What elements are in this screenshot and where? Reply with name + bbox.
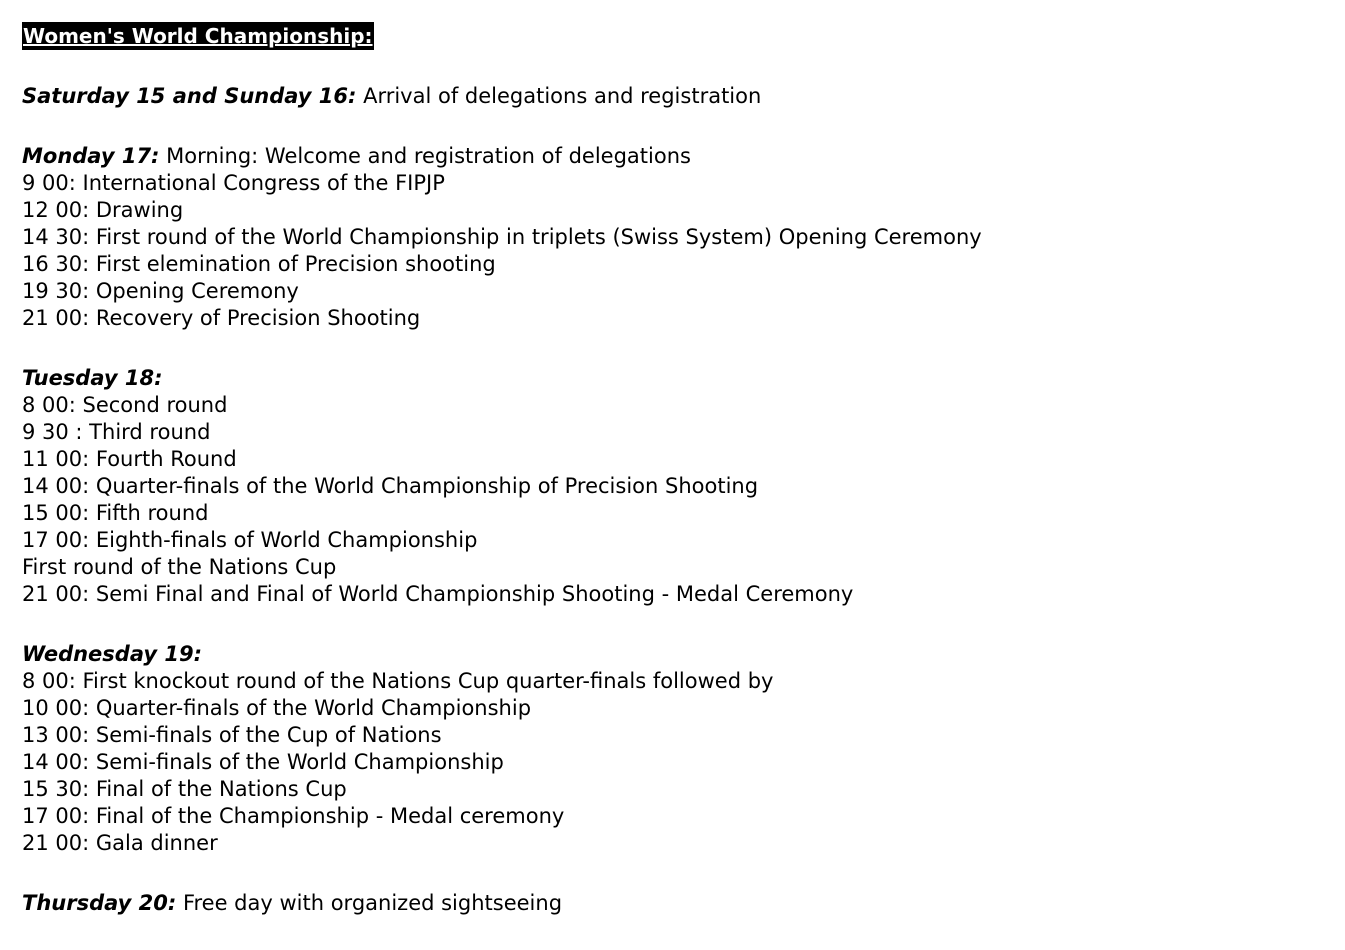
schedule-item: 8 00: Second round xyxy=(22,393,228,417)
schedule-item: 14 30: First round of the World Championship in triplets (Swiss System) Opening Ceremony xyxy=(22,225,982,249)
schedule-item: 21 00: Recovery of Precision Shooting xyxy=(22,306,421,330)
schedule-item: 21 00: Semi Final and Final of World Championship Shooting - Medal Ceremony xyxy=(22,582,854,606)
day-label: Tuesday 18: xyxy=(22,366,163,390)
day-section-thursday xyxy=(22,890,1322,917)
schedule-item: 8 00: First knockout round of the Nations Cup quarter-finals followed by xyxy=(22,669,774,693)
day-section-tuesday xyxy=(22,365,1322,608)
schedule-item: 17 00: Final of the Championship - Medal ceremony xyxy=(22,804,565,828)
schedule-item: 9 00: International Congress of the FIPJP xyxy=(22,171,445,195)
day-line xyxy=(22,365,1322,392)
schedule-item: 14 00: Quarter-finals of the World Championship of Precision Shooting xyxy=(22,474,759,498)
page-title xyxy=(22,22,1322,50)
day-section-saturday xyxy=(22,83,1322,110)
day-description: Morning: Welcome and registration of delegations xyxy=(159,144,691,168)
championship-heading: Women's World Championship: xyxy=(23,24,373,48)
day-description: Free day with organized sightseeing xyxy=(176,891,563,915)
schedule-item: 21 00: Gala dinner xyxy=(22,831,218,855)
day-line xyxy=(22,143,1322,170)
schedule-item: 19 30: Opening Ceremony xyxy=(22,279,299,303)
day-line xyxy=(22,641,1322,668)
schedule-item: 13 00: Semi-finals of the Cup of Nations xyxy=(22,723,442,747)
schedule-item: 12 00: Drawing xyxy=(22,198,184,222)
schedule-item: 17 00: Eighth-finals of World Championship xyxy=(22,528,478,552)
day-description: Arrival of delegations and registration xyxy=(356,84,762,108)
schedule-item: 10 00: Quarter-finals of the World Championship xyxy=(22,696,532,720)
schedule-item: 14 00: Semi-finals of the World Championship xyxy=(22,750,504,774)
schedule-item: 11 00: Fourth Round xyxy=(22,447,237,471)
day-label: Thursday 20: xyxy=(22,891,177,915)
day-line xyxy=(22,83,1322,110)
schedule-item: 9 30 : Third round xyxy=(22,420,211,444)
day-label: Monday 17: xyxy=(22,144,160,168)
day-label: Saturday 15 and Sunday 16: xyxy=(22,84,357,108)
schedule-item: First round of the Nations Cup xyxy=(22,555,337,579)
spacer xyxy=(22,50,1322,83)
day-section-monday xyxy=(22,143,1322,332)
day-line xyxy=(22,890,1322,917)
schedule-item: 15 30: Final of the Nations Cup xyxy=(22,777,347,801)
day-label: Wednesday 19: xyxy=(22,642,202,666)
schedule-item: 16 30: First elemination of Precision shooting xyxy=(22,252,496,276)
document-page xyxy=(22,22,1322,950)
day-section-wednesday xyxy=(22,641,1322,857)
schedule-item: 15 00: Fifth round xyxy=(22,501,209,525)
